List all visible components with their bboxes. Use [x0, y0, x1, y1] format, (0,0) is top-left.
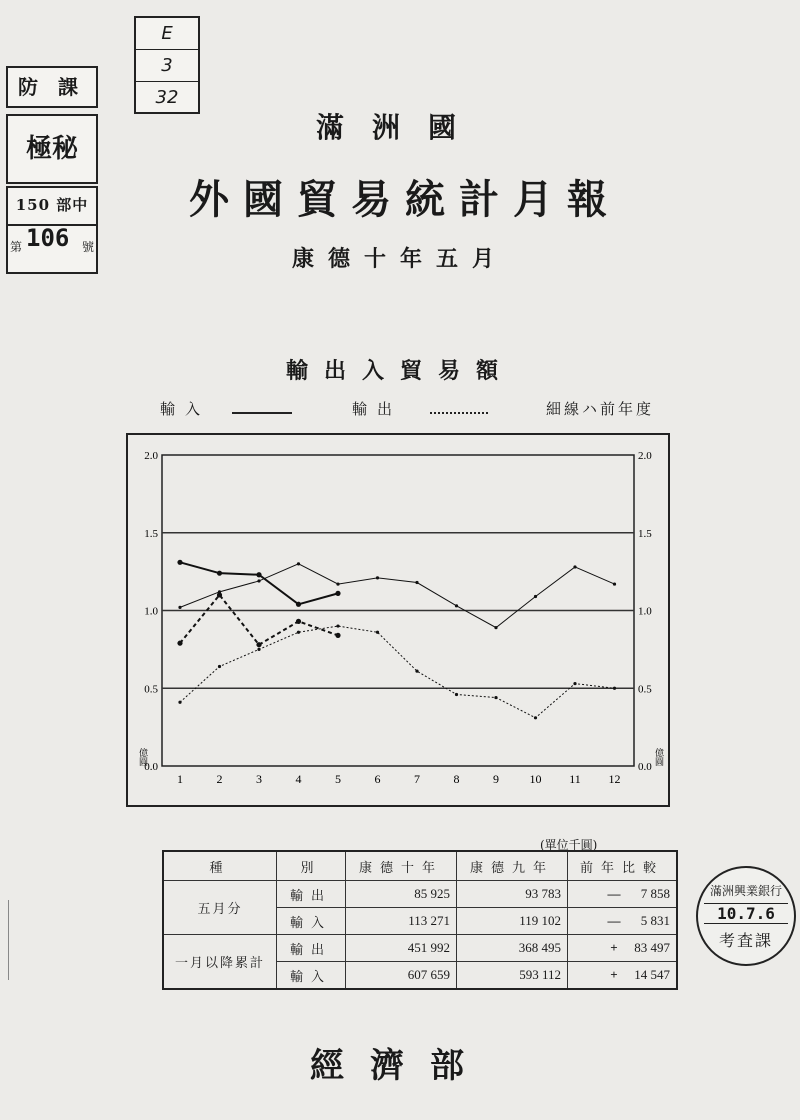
data-point: [297, 631, 300, 634]
data-point: [178, 606, 181, 609]
copy-number: 106: [26, 224, 70, 252]
filing-label-line-3: 32: [155, 87, 179, 108]
y-tick-label-right: 1.5: [638, 527, 652, 540]
date-stamp-date: 10.7.6: [704, 903, 788, 924]
legend-export-line: [430, 412, 488, 414]
data-point: [297, 562, 300, 565]
y-tick-label-left: 0.5: [144, 683, 158, 696]
y-tick-label-right: 2.0: [638, 450, 652, 462]
legend-import-line: [232, 412, 292, 414]
data-point: [534, 716, 537, 719]
x-tick-label: 8: [453, 772, 460, 786]
document-period: 康德十年五月: [291, 246, 508, 272]
country-heading: 滿洲國: [315, 111, 484, 144]
header-yoy: 前年比較: [568, 851, 678, 881]
data-point: [613, 582, 616, 585]
x-tick-label: 12: [608, 772, 621, 786]
value-cell: 593 112: [457, 962, 568, 990]
x-tick-label: 4: [295, 772, 302, 786]
filing-label-line-2: 3: [136, 50, 198, 82]
data-point: [177, 560, 182, 565]
table-row: [163, 881, 677, 908]
y-tick-label-left: 1.0: [144, 605, 158, 618]
y-unit-label-right: 億圓: [653, 748, 663, 766]
data-point: [573, 565, 576, 568]
kind-cell: 輸出: [277, 881, 346, 908]
filing-label: [134, 16, 200, 114]
header-kangde10: 康德十年: [346, 851, 457, 881]
diff-cell: [568, 935, 678, 962]
diff-value: 83 497: [634, 940, 670, 955]
stamp-char-2: 課: [58, 75, 78, 99]
diff-sign: —: [607, 913, 621, 928]
legend-export-label: 輸出: [352, 400, 403, 418]
value-cell: 607 659: [346, 962, 457, 990]
header-kangde9: 康德九年: [457, 851, 568, 881]
data-point: [336, 582, 339, 585]
filing-label-line-1: E: [136, 18, 198, 50]
kind-cell: 輸入: [277, 908, 346, 935]
y-tick-label-right: 0.0: [638, 761, 652, 773]
table-row: [163, 935, 677, 962]
legend-note: 細線ハ前年度: [546, 400, 655, 418]
chart-outer-frame: [127, 434, 669, 806]
table-unit: (單位千圓): [540, 838, 598, 852]
value-cell: 113 271: [346, 908, 457, 935]
data-point: [455, 604, 458, 607]
x-tick-label: 6: [374, 772, 381, 786]
y-tick-label-left: 2.0: [144, 450, 158, 462]
trade-line-chart: [126, 433, 671, 808]
x-tick-label: 9: [493, 772, 499, 786]
stamp-copy-number: [6, 186, 98, 274]
x-tick-label: 1: [177, 772, 183, 786]
diff-cell: [568, 908, 678, 935]
trade-table: [162, 850, 678, 990]
x-tick-label: 10: [529, 772, 542, 786]
data-point: [218, 665, 221, 668]
chart-labels: [137, 450, 664, 786]
value-cell: 93 783: [457, 881, 568, 908]
x-tick-label: 5: [335, 772, 341, 786]
x-tick-label: 11: [569, 772, 581, 786]
data-point: [296, 619, 301, 624]
value-cell: 85 925: [346, 881, 457, 908]
date-stamp-org: 滿洲興業銀行: [709, 884, 782, 898]
publisher: 經濟部: [310, 1046, 490, 1086]
diff-sign: —: [607, 886, 621, 901]
diff-sign: +: [610, 967, 618, 982]
data-point: [296, 602, 301, 607]
data-point: [257, 648, 260, 651]
chart-title: 輸出入貿易額: [285, 358, 514, 384]
y-tick-label-right: 1.0: [638, 605, 652, 618]
data-point: [455, 693, 458, 696]
data-point: [494, 696, 497, 699]
diff-sign: +: [610, 940, 618, 955]
value-cell: 119 102: [457, 908, 568, 935]
stamp-char-1: 防: [18, 75, 38, 99]
y-tick-label-right: 0.5: [638, 683, 652, 696]
value-cell: 451 992: [346, 935, 457, 962]
y-unit-label-left: 億圓: [137, 748, 147, 766]
data-point: [415, 581, 418, 584]
value-cell: 368 495: [457, 935, 568, 962]
data-point: [335, 591, 340, 596]
diff-cell: [568, 881, 678, 908]
kind-cell: 輸出: [277, 935, 346, 962]
data-point: [494, 626, 497, 629]
group-cumulative: 一月以降累計: [163, 935, 277, 990]
data-point: [335, 633, 340, 638]
x-tick-label: 2: [216, 772, 223, 786]
y-tick-label-left: 1.5: [144, 527, 158, 540]
diff-cell: [568, 962, 678, 990]
number-suffix: 號: [81, 240, 94, 254]
data-point: [177, 641, 182, 646]
data-point: [178, 701, 181, 704]
data-point: [218, 590, 221, 593]
data-point: [534, 595, 537, 598]
diff-value: 14 547: [634, 967, 670, 982]
header-kind: 別: [277, 851, 346, 881]
x-tick-label: 7: [414, 772, 420, 786]
document-title: 外國貿易統計月報: [189, 176, 621, 223]
data-point: [256, 642, 261, 647]
data-point: [257, 579, 260, 582]
number-prefix: 第: [10, 240, 23, 254]
data-point: [256, 572, 261, 577]
chart-grid: [162, 455, 634, 766]
diff-value: 5 831: [640, 913, 670, 928]
y-tick-label-left: 0.0: [144, 761, 158, 773]
header-type: 種: [163, 851, 277, 881]
data-point: [573, 682, 576, 685]
diff-value: 7 858: [640, 886, 670, 901]
series-line-export-thin: [180, 626, 615, 718]
date-stamp: [696, 866, 796, 966]
kind-cell: 輸入: [277, 962, 346, 990]
series-line-export-thick: [180, 595, 338, 645]
binding-edge: [0, 900, 9, 980]
copy-count: 150 部中: [15, 196, 89, 214]
group-may: 五月分: [163, 881, 277, 935]
stamp-top-secret: 極秘: [6, 114, 98, 184]
x-tick-label: 3: [256, 772, 262, 786]
data-point: [415, 670, 418, 673]
data-point: [376, 631, 379, 634]
data-point: [613, 687, 616, 690]
data-point: [217, 571, 222, 576]
legend-import-label: 輸入: [160, 400, 211, 418]
data-point: [336, 624, 339, 627]
table-header-row: [163, 851, 677, 881]
chart-series: [177, 560, 616, 720]
date-stamp-dept: 考査課: [718, 931, 773, 950]
stamp-bocho: [6, 66, 98, 108]
data-point: [376, 576, 379, 579]
